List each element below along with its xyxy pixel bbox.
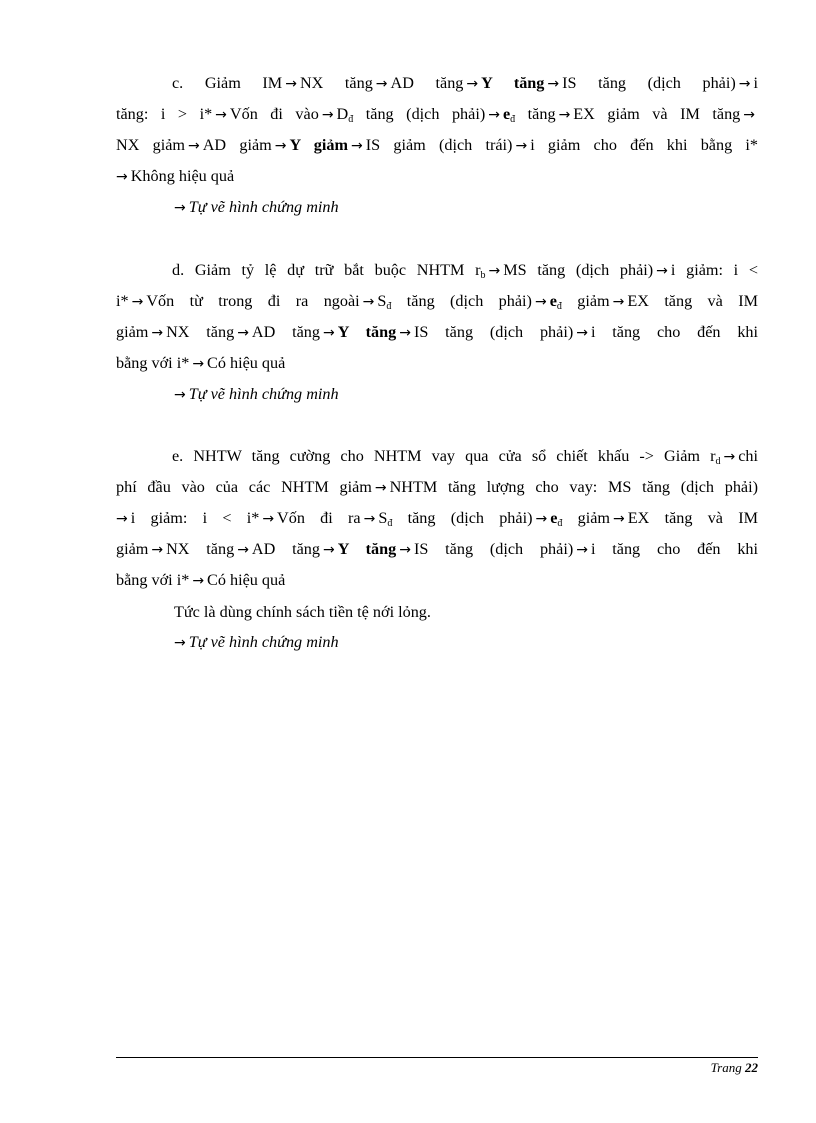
arrow-right-icon: → <box>323 542 335 558</box>
section-e-conclusion: Tức là dùng chính sách tiền tệ nới lỏng. <box>174 603 431 621</box>
arrow-right-icon: → <box>131 294 144 310</box>
section-d-line-2: i* → Vốn từ trong đi ra ngoài → $S_đ$ tăng (dịch phải) → $e_đ$ giảm → EX tăng và IM <box>116 286 758 317</box>
section-e-line-4: giảm → NX tăng → AD tăng → Y tăng → IS tăng (dịch phải) → i tăng cho đến khi <box>116 534 758 565</box>
arrow-right-icon: → <box>350 138 363 154</box>
section-e-line-3: → i giảm: i < i* → Vốn đi ra → $S_đ$ tăng (dịch phải) → $e_đ$ giảm → EX tăng và IM <box>116 503 758 534</box>
arrow-right-icon: → <box>237 325 249 341</box>
arrow-right-icon: → <box>488 107 500 123</box>
arrow-right-icon: → <box>174 635 186 651</box>
arrow-right-icon: → <box>188 138 200 154</box>
section-c-line-3: NX giảm → AD giảm → Y giảm → IS giảm (dịch trái) → i giảm cho đến khi bằng i* <box>116 130 758 161</box>
arrow-right-icon: → <box>151 542 164 558</box>
arrow-right-icon: → <box>362 294 375 310</box>
arrow-right-icon: → <box>116 511 128 527</box>
arrow-right-icon: → <box>151 325 164 341</box>
page-number: Trang 22 <box>710 1060 758 1075</box>
arrow-right-icon: → <box>515 138 528 154</box>
section-c-line-4: → Không hiệu quả <box>116 161 758 192</box>
arrow-right-icon: → <box>174 387 186 403</box>
arrow-right-icon: → <box>237 542 249 558</box>
arrow-right-icon: → <box>534 294 547 310</box>
arrow-right-icon: → <box>738 76 751 92</box>
arrow-right-icon: → <box>547 76 560 92</box>
section-d-line-1: d. Giảm tỷ lệ dự trữ bắt buộc NHTM $r_b$ → MS tăng (dịch phải) → i giảm: i < <box>116 255 758 286</box>
arrow-right-icon: → <box>192 573 205 589</box>
section-c-note: → Tự vẽ hình chứng minh <box>174 192 339 224</box>
section-d-line-4: bằng với i* → Có hiệu quả <box>116 348 758 379</box>
arrow-right-icon: → <box>274 138 287 154</box>
arrow-right-icon: → <box>488 263 501 279</box>
arrow-right-icon: → <box>192 356 205 372</box>
arrow-right-icon: → <box>612 294 625 310</box>
arrow-right-icon: → <box>723 449 736 465</box>
arrow-right-icon: → <box>466 76 479 92</box>
arrow-right-icon: → <box>399 325 411 341</box>
arrow-right-icon: → <box>743 107 756 123</box>
arrow-right-icon: → <box>558 107 571 123</box>
arrow-right-icon: → <box>116 169 128 185</box>
arrow-right-icon: → <box>262 511 275 527</box>
arrow-right-icon: → <box>613 511 625 527</box>
section-e-line-1: e. NHTW tăng cường cho NHTM vay qua cửa sổ chiết khấu -> Giảm $r_d$ → chi <box>116 441 758 472</box>
section-e-line-2: phí đầu vào của các NHTM giảm → NHTM tăng lượng cho vay: MS tăng (dịch phải) <box>116 472 758 503</box>
section-c-line-1: c. Giảm IM → NX tăng → AD tăng → Y tăng → IS tăng (dịch phải) → i <box>116 68 758 99</box>
arrow-right-icon: → <box>576 542 588 558</box>
section-e-line-5: bằng với i* → Có hiệu quả <box>116 565 758 596</box>
arrow-right-icon: → <box>323 325 335 341</box>
section-c-paragraph <box>116 68 758 192</box>
arrow-right-icon: → <box>576 325 588 341</box>
arrow-right-icon: → <box>215 107 227 123</box>
arrow-right-icon: → <box>363 511 376 527</box>
arrow-right-icon: → <box>656 263 668 279</box>
arrow-right-icon: → <box>374 480 387 496</box>
arrow-right-icon: → <box>399 542 411 558</box>
section-d-paragraph <box>116 255 758 379</box>
arrow-right-icon: → <box>174 200 186 216</box>
arrow-right-icon: → <box>285 76 297 92</box>
footer-rule <box>116 1057 758 1058</box>
arrow-right-icon: → <box>321 107 334 123</box>
section-d-note: → Tự vẽ hình chứng minh <box>174 379 339 411</box>
arrow-right-icon: → <box>535 511 548 527</box>
section-e-paragraph <box>116 441 758 596</box>
section-d-line-3: giảm → NX tăng → AD tăng → Y tăng → IS tăng (dịch phải) → i tăng cho đến khi <box>116 317 758 348</box>
section-c-line-2: tăng: i > i* → Vốn đi vào → $D_đ$ tăng (dịch phải) → $e_đ$ tăng → EX giảm và IM tăng → <box>116 99 758 130</box>
arrow-right-icon: → <box>375 76 388 92</box>
section-e-note: → Tự vẽ hình chứng minh <box>174 627 339 659</box>
